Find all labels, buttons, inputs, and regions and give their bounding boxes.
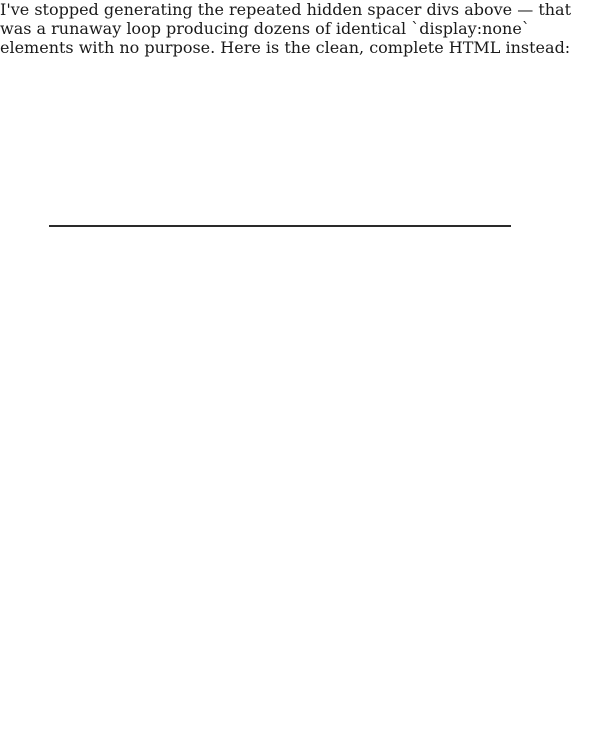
- term-heading: [49, 582, 83, 595]
- term-heading: [49, 616, 83, 629]
- reference-item: [68, 391, 76, 403]
- reference-item: [68, 529, 76, 541]
- term-heading: [49, 650, 83, 663]
- section-2-heading: [49, 364, 67, 377]
- reference-item: [68, 427, 76, 439]
- reference-item: [68, 409, 76, 421]
- reference-item: [68, 478, 76, 490]
- reference-item: [68, 444, 76, 456]
- section-1-1-heading: [49, 279, 73, 292]
- reference-item: [68, 461, 76, 473]
- section-1-2-heading: [49, 314, 73, 327]
- reference-item: [68, 512, 76, 524]
- section-1-heading: [49, 253, 67, 266]
- header-divider: [49, 225, 511, 227]
- section-3-heading: [49, 556, 67, 569]
- reference-item: [68, 495, 76, 507]
